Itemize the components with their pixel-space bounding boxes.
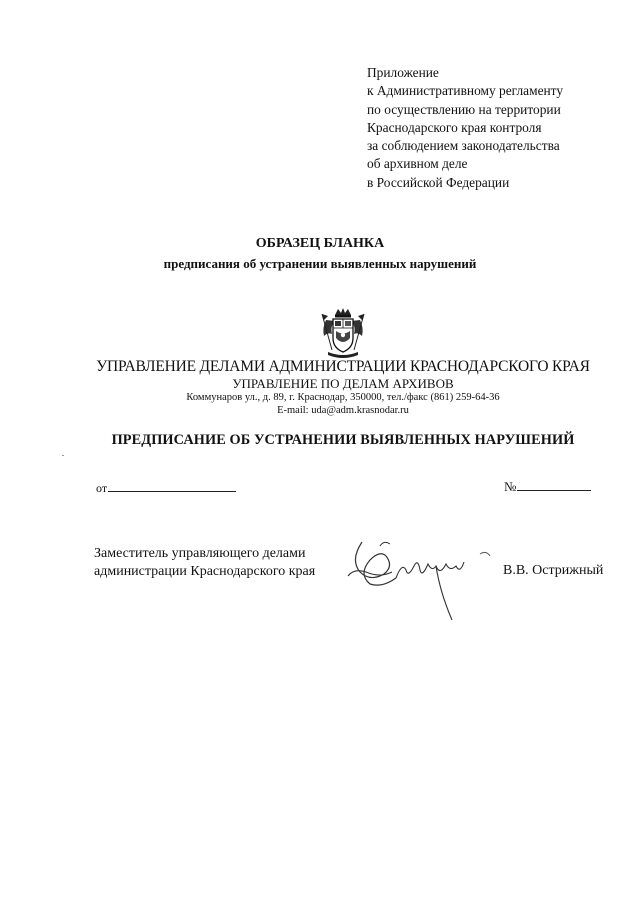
organization-email: E-mail: uda@adm.krasnodar.ru: [277, 405, 409, 416]
krasnodar-coat-of-arms-icon: [318, 306, 368, 362]
handwritten-signature: [340, 532, 500, 628]
appendix-line: об архивном деле: [367, 156, 468, 172]
sample-title: ОБРАЗЕЦ БЛАНКА: [255, 236, 385, 251]
department-name: УПРАВЛЕНИЕ ПО ДЕЛАМ АРХИВОВ: [232, 376, 454, 391]
date-field: [96, 481, 236, 496]
date-label: от: [96, 481, 108, 495]
appendix-line: за соблюдением законодательства: [367, 138, 560, 154]
signer-role-line: администрации Краснодарского края: [94, 564, 316, 579]
organization-name: УПРАВЛЕНИЕ ДЕЛАМИ АДМИНИСТРАЦИИ КРАСНОДАРСКОГО КРАЯ: [96, 358, 590, 375]
signer-name: В.В. Острижный: [503, 563, 604, 578]
appendix-line: в Российской Федерации: [367, 174, 510, 190]
date-blank-line[interactable]: [108, 481, 236, 492]
signer-role: [94, 545, 315, 581]
sample-subtitle: предписания об устранении выявленных нарушений: [163, 256, 477, 271]
number-blank-line[interactable]: [517, 480, 591, 491]
signer-role-line: Заместитель управляющего делами: [94, 546, 306, 561]
scan-speck: [62, 455, 64, 456]
number-label: №: [504, 479, 517, 494]
appendix-line: по осуществлению на территории: [367, 101, 561, 117]
number-field: [504, 479, 591, 495]
appendix-block: [367, 64, 627, 192]
appendix-line: Краснодарского края контроля: [367, 119, 542, 135]
appendix-line: к Административному регламенту: [367, 83, 564, 99]
appendix-line: Приложение: [367, 65, 439, 80]
organization-address: Коммунаров ул., д. 89, г. Краснодар, 350000, тел./факс (861) 259-64-36: [186, 392, 500, 403]
document-heading: ПРЕДПИСАНИЕ ОБ УСТРАНЕНИИ ВЫЯВЛЕННЫХ НАРУШЕНИЙ: [111, 432, 575, 448]
